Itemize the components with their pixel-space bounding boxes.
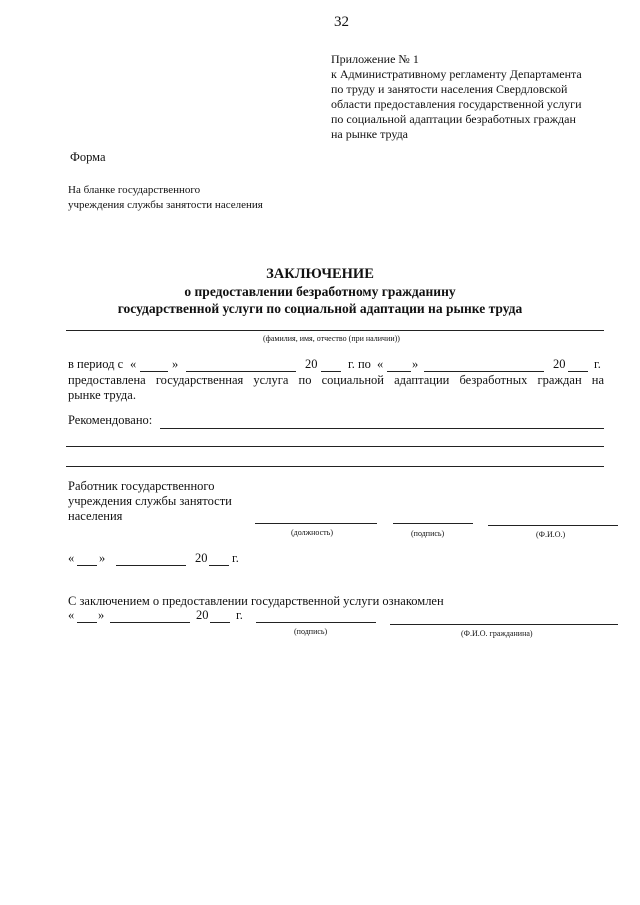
worker-name-caption: (Ф.И.О.) — [536, 530, 566, 539]
worker-line: населения — [68, 509, 123, 523]
recommendation-line[interactable] — [160, 428, 604, 429]
citizen-name-caption: (Ф.И.О. гражданина) — [461, 629, 533, 638]
year-prefix: 20 — [196, 608, 209, 622]
service-statement-end: рынке труда. — [68, 388, 136, 402]
name-caption: (фамилия, имя, отчество (при наличии)) — [263, 334, 400, 343]
citizen-signature-field[interactable] — [256, 622, 376, 623]
position-caption: (должность) — [291, 528, 333, 537]
recommendation-line[interactable] — [66, 446, 604, 447]
document-subtitle: государственной услуги по социальной адаптации на рынке труда — [117, 301, 523, 316]
quote-close: » — [412, 357, 419, 371]
quote-open: « — [377, 357, 384, 371]
name-field-line[interactable] — [66, 330, 604, 331]
appendix-line: по труду и занятости населения Свердловской — [331, 82, 568, 96]
recommended-label: Рекомендовано: — [68, 413, 153, 427]
appendix-line: области предоставления государственной услуги — [331, 97, 582, 111]
year-prefix: 20 — [195, 551, 208, 565]
appendix-block — [331, 52, 621, 142]
quote-close: » — [99, 551, 106, 565]
appendix-line: к Административному регламенту Департамента — [331, 67, 582, 81]
form-label: Форма — [70, 150, 106, 164]
start-month-field[interactable] — [186, 371, 296, 372]
signature-field[interactable] — [393, 523, 473, 524]
signature-caption: (подпись) — [411, 529, 445, 538]
period-to: г. по — [348, 357, 371, 371]
quote-open: « — [130, 357, 137, 371]
end-year-field[interactable] — [568, 371, 588, 372]
quote-close: » — [98, 608, 105, 622]
ack-suffix: г. — [236, 608, 243, 622]
date-day-field[interactable] — [77, 565, 97, 566]
worker-label — [68, 479, 232, 524]
worker-line: Работник государственного — [68, 479, 215, 493]
appendix-title: Приложение № 1 — [331, 52, 419, 66]
citizen-signature-caption: (подпись) — [294, 627, 328, 636]
date-month-field[interactable] — [116, 565, 186, 566]
appendix-line: по социальной адаптации безработных граждан — [331, 112, 576, 126]
period-end-suffix: г. — [594, 357, 601, 371]
appendix-line: на рынке труда — [331, 127, 408, 141]
ack-year-field[interactable] — [210, 622, 230, 623]
period-prefix: в период с — [68, 357, 124, 371]
recommendation-line[interactable] — [66, 466, 604, 467]
start-year-field[interactable] — [321, 371, 341, 372]
document-subtitle: о предоставлении безработному гражданину — [184, 284, 456, 299]
year-prefix: 20 — [305, 357, 318, 371]
end-month-field[interactable] — [424, 371, 544, 372]
position-field[interactable] — [255, 523, 377, 524]
letterhead-line: учреждения службы занятости населения — [68, 199, 263, 211]
ack-month-field[interactable] — [110, 622, 190, 623]
quote-open: « — [68, 551, 75, 565]
service-statement: предоставлена государственная услуга по социальной адаптации безработных граждан на — [68, 373, 604, 387]
letterhead-note — [68, 183, 263, 213]
citizen-name-field[interactable] — [390, 624, 618, 625]
end-day-field[interactable] — [387, 371, 411, 372]
worker-line: учреждения службы занятости — [68, 494, 232, 508]
worker-name-field[interactable] — [488, 525, 618, 526]
ack-day-field[interactable] — [77, 622, 97, 623]
quote-close: » — [172, 357, 179, 371]
date-suffix: г. — [232, 551, 239, 565]
quote-open: « — [68, 608, 75, 622]
page-number: 32 — [334, 14, 349, 30]
document-title: ЗАКЛЮЧЕНИЕ — [266, 266, 374, 282]
date-year-field[interactable] — [209, 565, 229, 566]
letterhead-line: На бланке государственного — [68, 184, 201, 196]
start-day-field[interactable] — [140, 371, 168, 372]
acquainted-statement: С заключением о предоставлении государственной услуги ознакомлен — [68, 594, 444, 608]
year-prefix: 20 — [553, 357, 566, 371]
